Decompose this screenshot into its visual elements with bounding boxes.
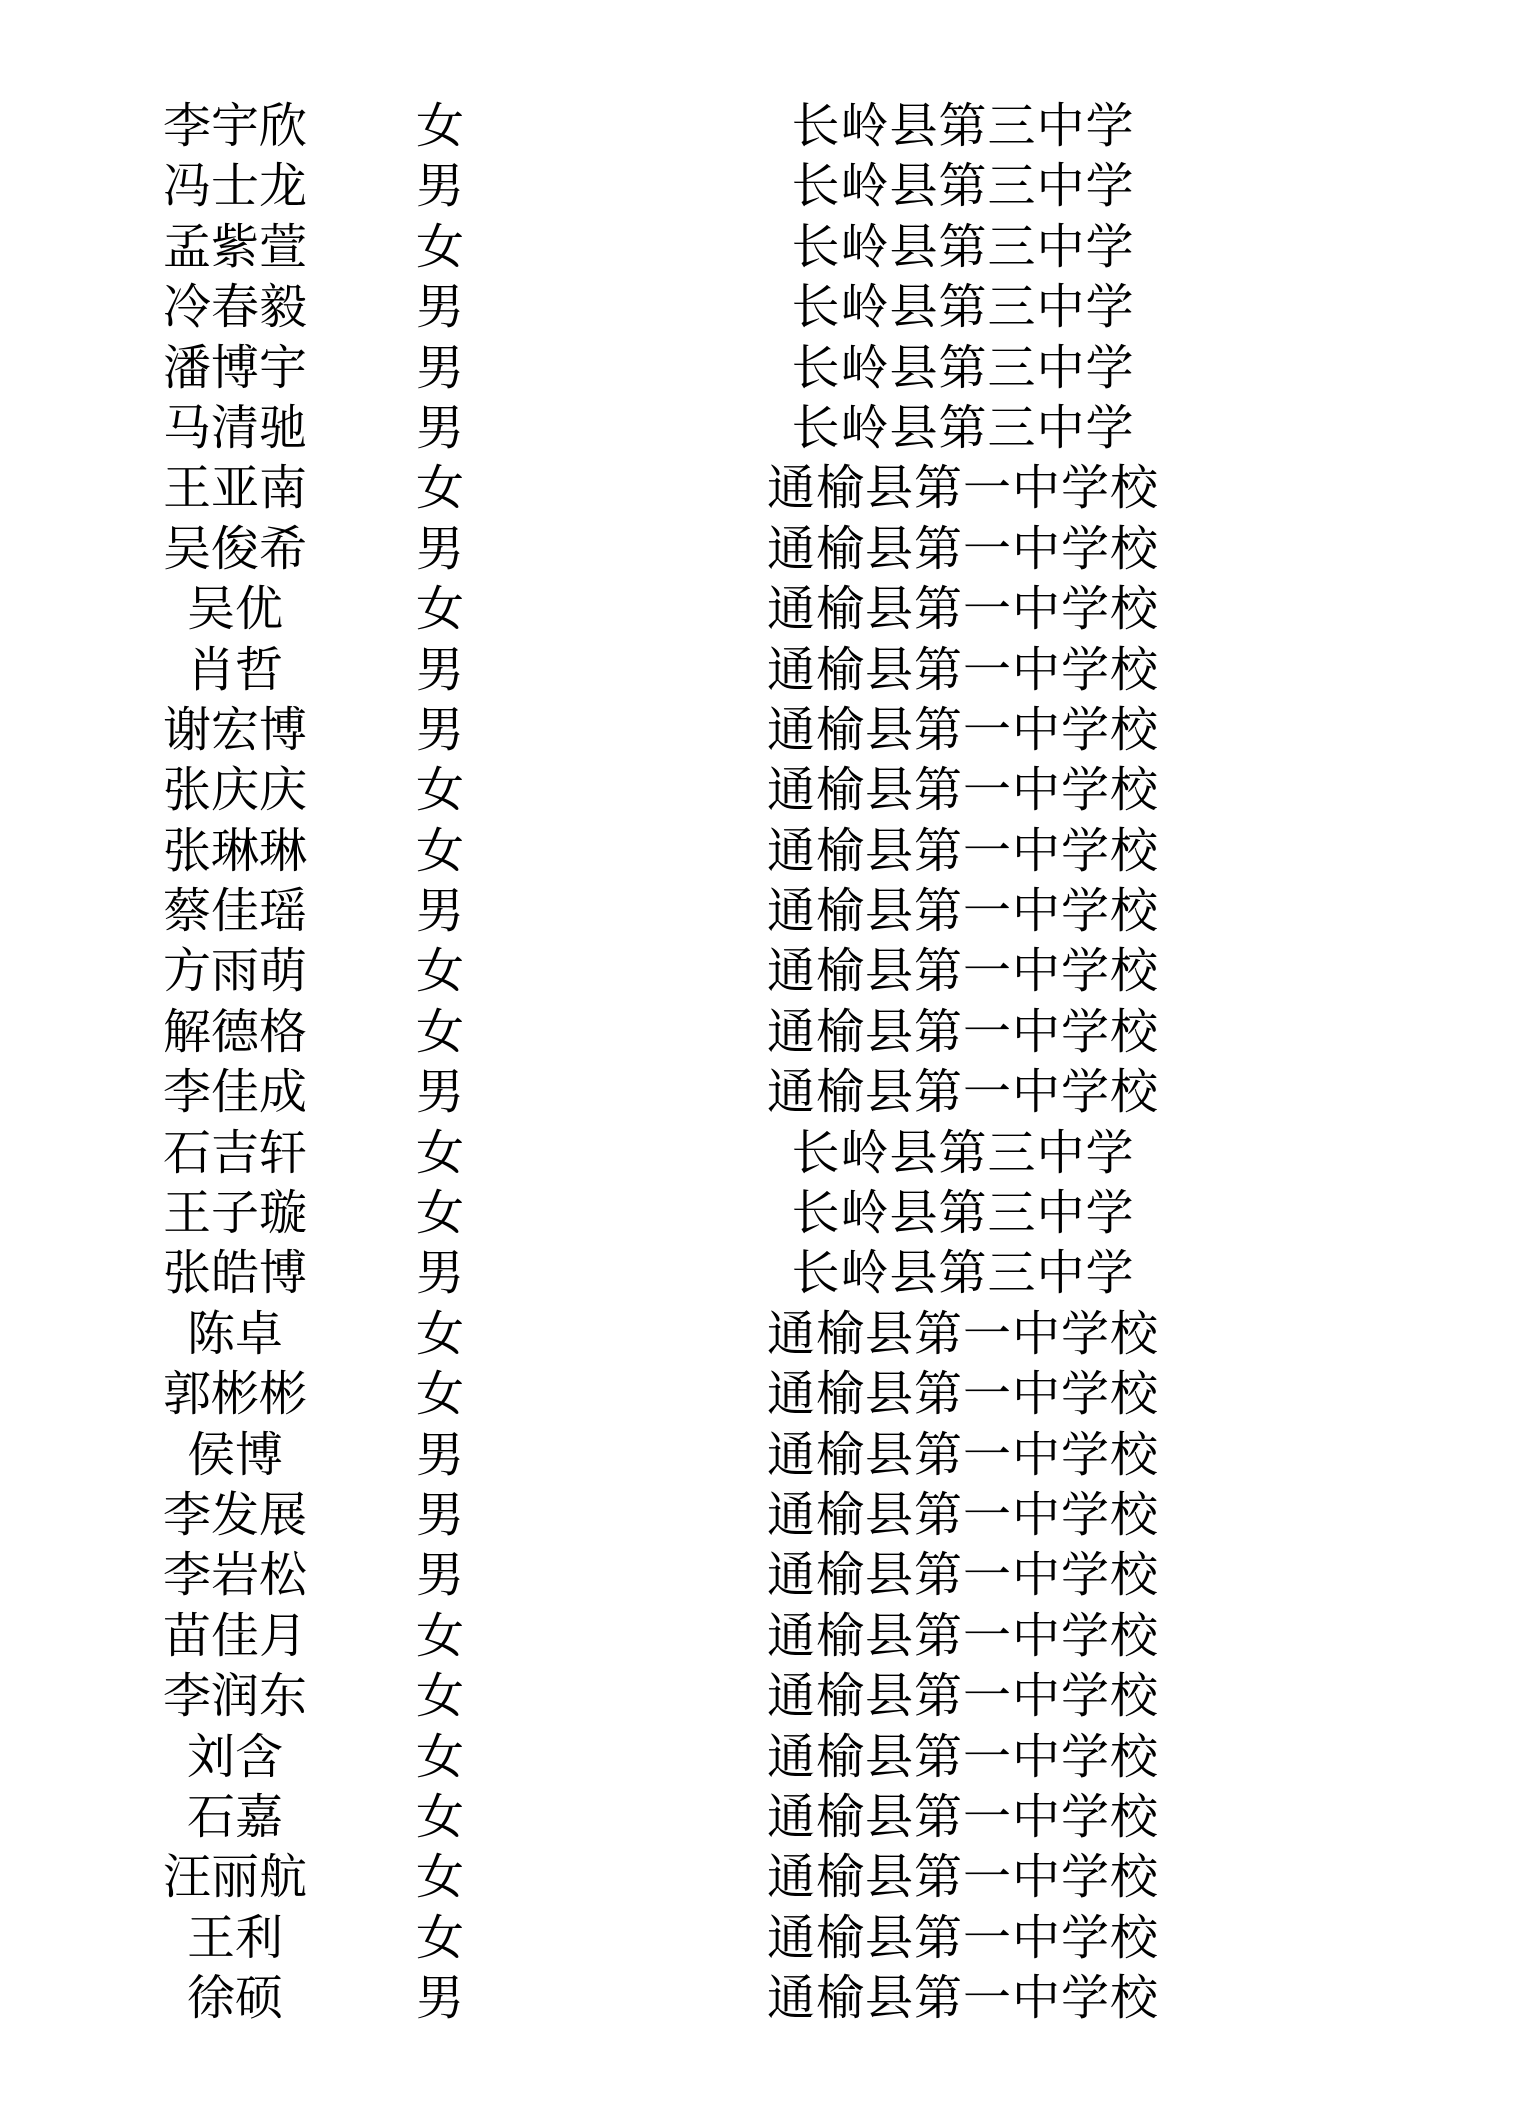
student-gender-cell: 男 xyxy=(415,401,464,455)
student-gender-cell: 女 xyxy=(415,100,464,153)
table-row xyxy=(0,822,1522,882)
table-row xyxy=(0,399,1522,459)
student-school-cell: 通榆县第一中学校 xyxy=(766,945,1159,999)
student-gender-cell: 男 xyxy=(415,341,464,395)
table-row xyxy=(0,1728,1522,1788)
table-row xyxy=(0,278,1522,338)
student-school-cell: 长岭县第三中学 xyxy=(791,281,1135,335)
student-name-cell: 冷春毅 xyxy=(162,281,307,335)
table-row xyxy=(0,1426,1522,1486)
student-gender-cell: 女 xyxy=(415,1851,464,1905)
student-name-cell: 李岩松 xyxy=(162,1549,307,1603)
student-name-cell: 张皓博 xyxy=(162,1247,307,1301)
student-school-cell: 长岭县第三中学 xyxy=(791,220,1135,274)
student-gender-cell: 女 xyxy=(415,1790,464,1844)
student-school-cell: 长岭县第三中学 xyxy=(791,100,1135,153)
student-school-cell: 长岭县第三中学 xyxy=(791,160,1135,214)
student-school-cell: 通榆县第一中学校 xyxy=(766,1368,1159,1422)
student-name-cell: 陈卓 xyxy=(186,1307,283,1361)
student-school-cell: 长岭县第三中学 xyxy=(791,1247,1135,1301)
student-gender-cell: 女 xyxy=(415,1730,464,1784)
student-name-cell: 侯博 xyxy=(186,1428,283,1482)
student-gender-cell: 男 xyxy=(415,281,464,335)
table-row xyxy=(0,1848,1522,1908)
table-row xyxy=(0,1486,1522,1546)
table-row xyxy=(0,1124,1522,1184)
student-gender-cell: 女 xyxy=(415,1126,464,1180)
student-gender-cell: 男 xyxy=(415,1066,464,1120)
student-name-cell: 李宇欣 xyxy=(162,100,307,153)
student-name-cell: 肖哲 xyxy=(186,643,283,697)
table-row xyxy=(0,1063,1522,1123)
table-row xyxy=(0,1546,1522,1606)
student-gender-cell: 男 xyxy=(415,1247,464,1301)
student-name-cell: 苗佳月 xyxy=(162,1609,307,1663)
student-gender-cell: 女 xyxy=(415,1670,464,1724)
table-row xyxy=(0,1184,1522,1244)
student-school-cell: 长岭县第三中学 xyxy=(791,401,1135,455)
student-gender-cell: 女 xyxy=(415,764,464,818)
student-name-cell: 李发展 xyxy=(162,1488,307,1542)
student-list xyxy=(0,97,1522,2030)
student-name-cell: 李润东 xyxy=(162,1670,307,1724)
student-gender-cell: 女 xyxy=(415,1368,464,1422)
table-row xyxy=(0,1969,1522,2029)
student-name-cell: 张庆庆 xyxy=(162,764,307,818)
student-school-cell: 长岭县第三中学 xyxy=(791,1187,1135,1241)
student-school-cell: 长岭县第三中学 xyxy=(791,341,1135,395)
table-row xyxy=(0,580,1522,640)
table-row xyxy=(0,157,1522,217)
student-name-cell: 冯士龙 xyxy=(162,160,307,214)
student-gender-cell: 男 xyxy=(415,643,464,697)
student-school-cell: 通榆县第一中学校 xyxy=(766,1609,1159,1663)
table-row xyxy=(0,1305,1522,1365)
student-gender-cell: 男 xyxy=(415,1488,464,1542)
table-row xyxy=(0,701,1522,761)
table-row xyxy=(0,1607,1522,1667)
student-name-cell: 郭彬彬 xyxy=(162,1368,307,1422)
student-school-cell: 通榆县第一中学校 xyxy=(766,824,1159,878)
student-gender-cell: 男 xyxy=(415,885,464,939)
student-school-cell: 通榆县第一中学校 xyxy=(766,1730,1159,1784)
student-name-cell: 孟紫萱 xyxy=(162,220,307,274)
table-row xyxy=(0,1788,1522,1848)
student-name-cell: 蔡佳瑶 xyxy=(162,885,307,939)
student-gender-cell: 女 xyxy=(415,1005,464,1059)
table-row xyxy=(0,761,1522,821)
student-gender-cell: 女 xyxy=(415,1187,464,1241)
table-row xyxy=(0,882,1522,942)
student-gender-cell: 女 xyxy=(415,220,464,274)
student-school-cell: 通榆县第一中学校 xyxy=(766,643,1159,697)
student-school-cell: 通榆县第一中学校 xyxy=(766,885,1159,939)
student-gender-cell: 男 xyxy=(415,1972,464,2026)
student-name-cell: 解德格 xyxy=(162,1005,307,1059)
student-gender-cell: 女 xyxy=(415,462,464,516)
student-school-cell: 通榆县第一中学校 xyxy=(766,462,1159,516)
student-name-cell: 李佳成 xyxy=(162,1066,307,1120)
student-name-cell: 汪丽航 xyxy=(162,1851,307,1905)
student-name-cell: 张琳琳 xyxy=(162,824,307,878)
table-row xyxy=(0,339,1522,399)
student-school-cell: 通榆县第一中学校 xyxy=(766,1066,1159,1120)
student-name-cell: 方雨萌 xyxy=(162,945,307,999)
table-row xyxy=(0,459,1522,519)
student-name-cell: 刘含 xyxy=(186,1730,283,1784)
table-row xyxy=(0,1003,1522,1063)
student-gender-cell: 男 xyxy=(415,1428,464,1482)
student-name-cell: 王亚南 xyxy=(162,462,307,516)
student-gender-cell: 男 xyxy=(415,703,464,757)
student-school-cell: 通榆县第一中学校 xyxy=(766,764,1159,818)
student-school-cell: 长岭县第三中学 xyxy=(791,1126,1135,1180)
table-row xyxy=(0,218,1522,278)
student-school-cell: 通榆县第一中学校 xyxy=(766,1670,1159,1724)
table-row xyxy=(0,1667,1522,1727)
student-gender-cell: 女 xyxy=(415,824,464,878)
student-school-cell: 通榆县第一中学校 xyxy=(766,522,1159,576)
student-name-cell: 谢宏博 xyxy=(162,703,307,757)
student-gender-cell: 男 xyxy=(415,160,464,214)
student-school-cell: 通榆县第一中学校 xyxy=(766,583,1159,637)
student-gender-cell: 男 xyxy=(415,522,464,576)
student-school-cell: 通榆县第一中学校 xyxy=(766,1911,1159,1965)
student-school-cell: 通榆县第一中学校 xyxy=(766,1972,1159,2026)
student-name-cell: 石嘉 xyxy=(186,1790,283,1844)
student-school-cell: 通榆县第一中学校 xyxy=(766,1428,1159,1482)
student-name-cell: 徐硕 xyxy=(186,1972,283,2026)
student-gender-cell: 女 xyxy=(415,945,464,999)
student-name-cell: 潘博宇 xyxy=(162,341,307,395)
student-school-cell: 通榆县第一中学校 xyxy=(766,703,1159,757)
student-gender-cell: 女 xyxy=(415,1911,464,1965)
student-name-cell: 吴俊希 xyxy=(162,522,307,576)
table-row xyxy=(0,1365,1522,1425)
table-row xyxy=(0,520,1522,580)
student-school-cell: 通榆县第一中学校 xyxy=(766,1307,1159,1361)
student-gender-cell: 女 xyxy=(415,583,464,637)
table-row xyxy=(0,1244,1522,1304)
student-name-cell: 马清驰 xyxy=(162,401,307,455)
student-school-cell: 通榆县第一中学校 xyxy=(766,1851,1159,1905)
student-school-cell: 通榆县第一中学校 xyxy=(766,1005,1159,1059)
table-row xyxy=(0,1909,1522,1969)
student-gender-cell: 男 xyxy=(415,1549,464,1603)
student-school-cell: 通榆县第一中学校 xyxy=(766,1790,1159,1844)
table-row xyxy=(0,641,1522,701)
student-name-cell: 王利 xyxy=(186,1911,283,1965)
student-school-cell: 通榆县第一中学校 xyxy=(766,1488,1159,1542)
table-row xyxy=(0,97,1522,157)
student-gender-cell: 女 xyxy=(415,1609,464,1663)
student-name-cell: 王子璇 xyxy=(162,1187,307,1241)
table-row xyxy=(0,942,1522,1002)
student-name-cell: 石吉轩 xyxy=(162,1126,307,1180)
student-school-cell: 通榆县第一中学校 xyxy=(766,1549,1159,1603)
student-gender-cell: 女 xyxy=(415,1307,464,1361)
student-name-cell: 吴优 xyxy=(186,583,283,637)
